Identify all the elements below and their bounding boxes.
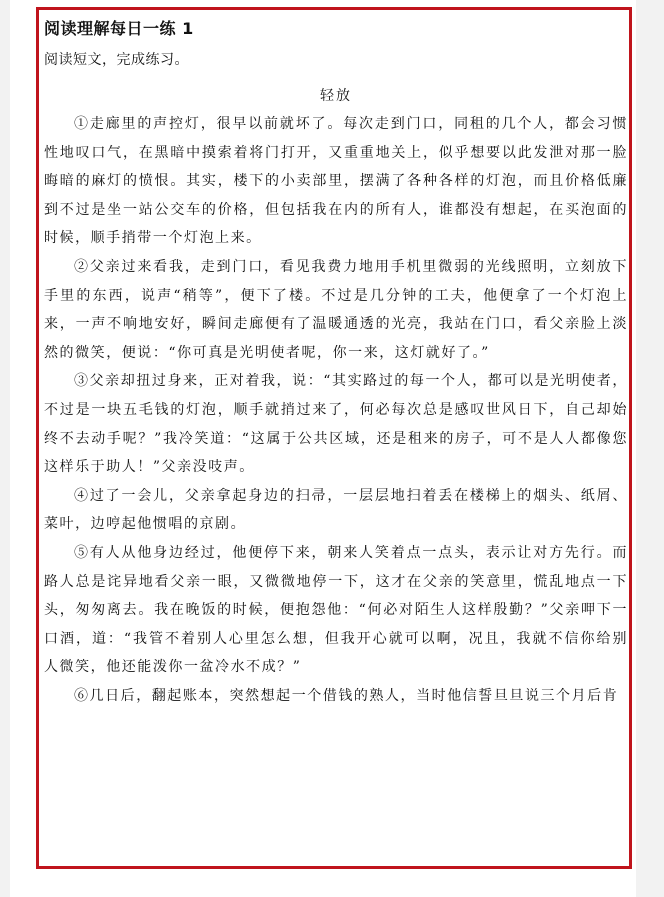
- article-paragraph-1: ①走廊里的声控灯，很早以前就坏了。每次走到门口，同租的几个人，都会习惯性地叹口气，在黑暗中摸索着将门打开，又重重地关上，似乎想要以此发泄对那一脸晦暗的麻灯的愤恨。其实，楼下的小卖部里，摆满了各种各样的灯泡，而且价格低廉到不过是坐一站公交车的价格，但包括我在内的所有人，谁都没有想起，在买泡面的时候，顺手捎带一个灯泡上来。: [44, 116, 628, 247]
- article-paragraph-3: ③父亲却扭过身来，正对着我，说：“其实路过的每一个人，都可以是光明使者，不过是一块五毛钱的灯泡，顺手就捎过来了，何必每次总是感叹世风日下，自己却始终不去动手呢？”我冷笑道：“这属于公共区域，还是租来的房子，可不是人人都像您这样乐于助人！”父亲没吱声。: [44, 373, 628, 476]
- exercise-heading: 阅读理解每日一练 1: [44, 19, 194, 38]
- exercise-instruction: 阅读短文，完成练习。: [44, 52, 189, 68]
- article-paragraph-6: ⑥几日后，翻起账本，突然想起一个借钱的熟人，当时他信誓旦旦说三个月后肯: [74, 687, 619, 704]
- document-content: [44, 12, 628, 710]
- article-paragraph-5: ⑤有人从他身边经过，他便停下来，朝来人笑着点一点头，表示让对方先行。而路人总是诧异地看父亲一眼，又微微地停一下，这才在父亲的笑意里，慌乱地点一下头，匆匆离去。我在晚饭的时候，便抱怨他：“何必对陌生人这样殷勤？”父亲呷下一口酒，道：“我管不着别人心里怎么想，但我开心就可以啊，况且，我就不信你给别人微笑，他还能泼你一盆冷水不成？”: [44, 544, 628, 676]
- article-title: 轻放: [320, 88, 352, 104]
- article-paragraph-2: ②父亲过来看我，走到门口，看见我费力地用手机里微弱的光线照明，立刻放下手里的东西，说声“稍等”，便下了楼。不过是几分钟的工夫，他便拿了一个灯泡上来，一声不响地安好，瞬间走廊便有了温暖通透的光亮，我站在门口，看父亲脸上淡然的微笑，便说：“你可真是光明使者呢，你一来，这灯就好了。”: [44, 258, 628, 361]
- article-paragraph-4: ④过了一会儿，父亲拿起身边的扫帚，一层层地扫着丢在楼梯上的烟头、纸屑、菜叶，边哼起他惯唱的京剧。: [44, 487, 628, 533]
